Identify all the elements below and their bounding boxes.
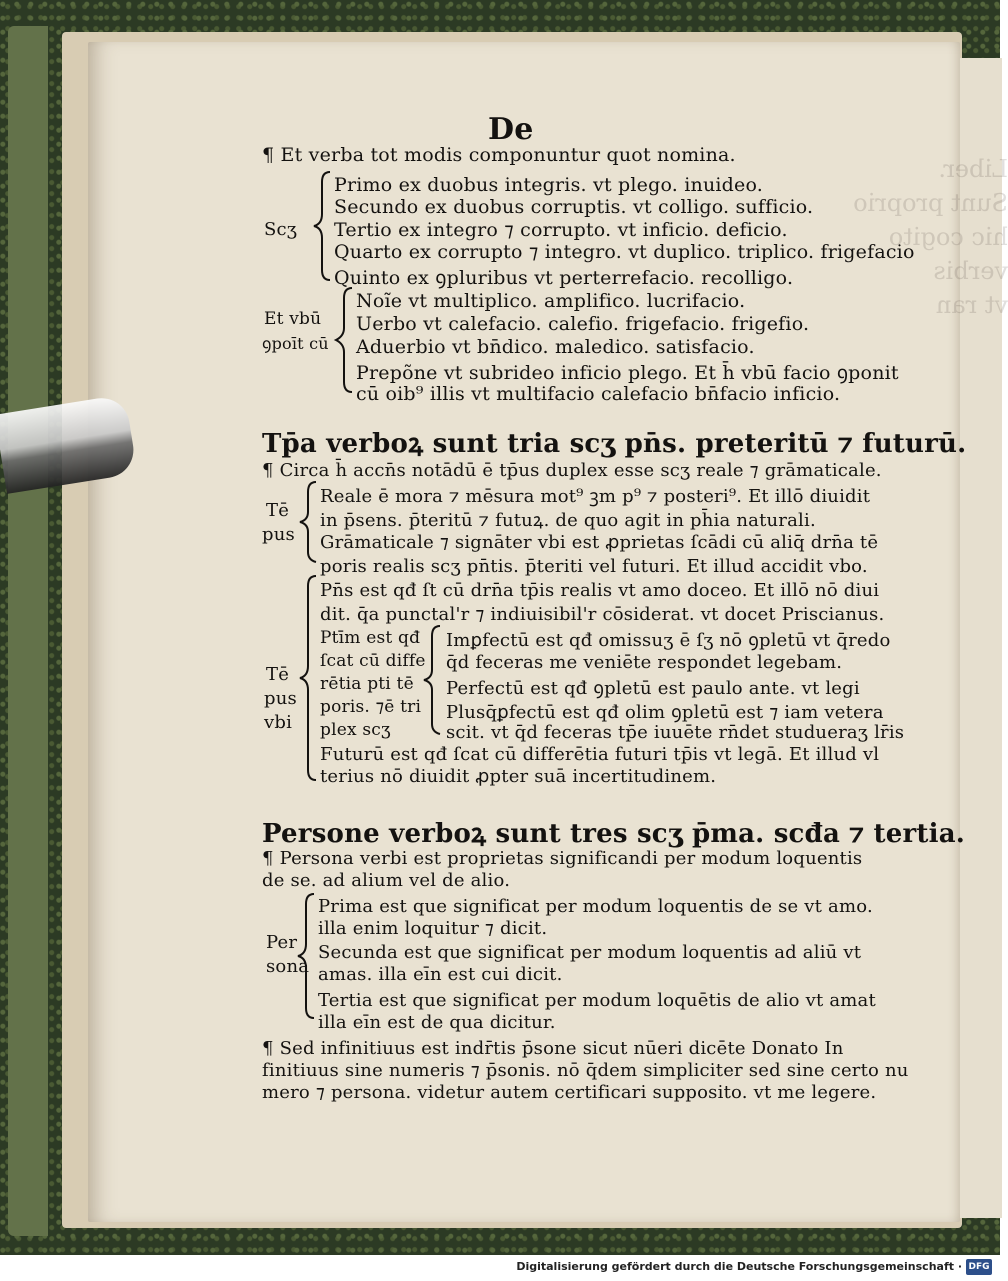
- margin-note: Tē: [266, 664, 290, 685]
- margin-note: pus: [262, 524, 295, 545]
- margin-note: Scʒ: [264, 219, 298, 240]
- margin-note: vbi: [264, 712, 293, 733]
- text-line: Secunda est que significat per modum loquentis ad aliū vt: [318, 942, 862, 963]
- footer-credit: Digitalisierung gefördert durch die Deutsche Forschungsgemeinschaft ·: [516, 1260, 962, 1273]
- brace-compounds: [314, 172, 330, 280]
- brace-tempus: [300, 482, 316, 562]
- text-line: Ptīm est qđ: [320, 628, 421, 648]
- brace-preterite: [424, 626, 440, 734]
- text-line: illa enim loquitur ⁊ dicit.: [318, 918, 548, 939]
- text-line: poris realis scʒ pn̄tis. p̄teriti vel futuri. Et illud accidit vbo.: [320, 556, 868, 577]
- text-line: Prima est que significat per modum loquentis de se vt amo.: [318, 896, 873, 917]
- text-line: Futurū est qđ ſcat cū differētia futuri tp̄is vt legā. Et illud vl: [320, 744, 880, 765]
- margin-note: Per: [266, 932, 298, 953]
- text-line: dit. q̄a punctal'r ⁊ indiuisibil'r cōsiderat. vt docet Priscianus.: [320, 604, 885, 625]
- running-head: De: [488, 112, 534, 147]
- text-line: scit. vt q̄d feceras tp̄e iuuēte rn̄det studueraʒ lr̄is: [446, 722, 905, 743]
- text-line: rētia pti tē: [320, 674, 414, 694]
- text-line: q̄d feceras me veniēte respondet legebam.: [446, 652, 843, 673]
- text-line: Tertio ex integro ⁊ corrupto. vt inficio. deficio.: [334, 219, 788, 241]
- text-line: Plusq̄ꝑfectū est qđ olim ꝯpletū est ⁊ iam vetera: [446, 702, 884, 723]
- text-line: Tertia est que significat per modum loquētis de alio vt amat: [318, 990, 876, 1011]
- dfg-logo: DFG: [966, 1259, 992, 1275]
- text-line: Uerbo vt calefacio. calefio. frigefacio. frigefio.: [356, 313, 810, 335]
- text-line: ¶ Sed infinitiuus est indr̄tis p̄sone sicut nūeri dicēte Donato In: [262, 1038, 844, 1059]
- text-line: Perfectū est qđ ꝯpletū est paulo ante. vt legi: [446, 678, 860, 699]
- margin-note: Tē: [266, 500, 290, 521]
- text-line: Quinto ex ꝯpluribus vt perterrefacio. recolligo.: [334, 267, 794, 289]
- text-line: amas. illa eīn est cui dicit.: [318, 964, 563, 985]
- text-line: Noĩe vt multiplico. amplifico. lucrifacio.: [356, 290, 746, 312]
- text-line: Pn̄s est qđ ſt cū drn̄a tp̄is realis vt amo doceo. Et illō nō diui: [320, 580, 880, 601]
- brace-verb: [336, 288, 352, 392]
- text-line: finitiuus sine numeris ⁊ p̄sonis. nō q̄dem simpliciter sed sine certo nu: [262, 1060, 909, 1081]
- margin-note: pus: [264, 688, 297, 709]
- margin-note: Et vbū: [264, 309, 322, 329]
- bleed-through-text: Liber. Sunt proprio hic cogito verbis vt ran: [853, 155, 1008, 319]
- text-line: Quarto ex corrupto ⁊ integro. vt duplico. triplico. frigefacio: [334, 241, 915, 263]
- text-line: Prepõne vt subrideo inficio plego. Et h̄ vbū facio ꝯponit: [356, 362, 899, 384]
- text-line: ¶ Et verba tot modis componuntur quot nomina.: [262, 144, 736, 166]
- text-line: mero ⁊ persona. videtur autem certificari supposito. vt me legere.: [262, 1082, 877, 1103]
- text-line: illa eīn est de qua dicitur.: [318, 1012, 556, 1033]
- text-line: plex scʒ: [320, 720, 391, 740]
- text-line: in p̄sens. p̄teritū ⁊ futuꝝ. de quo agit in ph̄ia naturali.: [320, 510, 816, 531]
- text-line: cū oib⁹ illis vt multifacio calefacio bn̄facio inficio.: [356, 383, 841, 405]
- brace-tempus-vbi: [300, 576, 316, 780]
- text-line: ſcat cū diffe: [320, 651, 426, 671]
- text-line: terius nō diuidit ꝓpter suā incertitudinem.: [320, 766, 717, 787]
- text-line: Imꝑfectū est qđ omissuʒ ē ſʒ nō ꝯpletū vt q̄redo: [446, 630, 891, 651]
- brace-persona: [298, 894, 314, 1018]
- text-line: Reale ē mora ⁊ mēsura mot⁹ ꝫm p⁹ ⁊ posteri⁹. Et illō diuidit: [320, 486, 871, 507]
- footer-bar: [0, 1255, 1000, 1281]
- text-line: Aduerbio vt bn̄dico. maledico. satisfacio.: [356, 336, 755, 358]
- text-line: ¶ Circa h̄ accn̄s notādū ē tp̄us duplex esse scʒ reale ⁊ grāmaticale.: [262, 460, 882, 481]
- margin-note: ꝯpoīt cū: [262, 334, 329, 353]
- text-line: Secundo ex duobus corruptis. vt colligo. sufficio.: [334, 196, 814, 218]
- text-line: Grāmaticale ⁊ signāter vbi est ꝓprietas ſcādi cū aliq̄ drn̄a tē: [320, 532, 879, 553]
- section-heading: Tp̄a verboꝝ sunt tria scʒ pn̄s. preteritū ⁊ futurū.: [262, 429, 967, 459]
- text-line: poris. ⁊ē tri: [320, 697, 422, 717]
- text-line: de se. ad alium vel de alio.: [262, 870, 511, 891]
- text-line: Primo ex duobus integris. vt plego. inuideo.: [334, 174, 764, 196]
- section-heading: Persone verboꝝ sunt tres scʒ p̄ma. scđa ⁊ tertia.: [262, 819, 965, 849]
- text-line: ¶ Persona verbi est proprietas significandi per modum loquentis: [262, 848, 863, 869]
- margin-note: sona: [266, 956, 310, 977]
